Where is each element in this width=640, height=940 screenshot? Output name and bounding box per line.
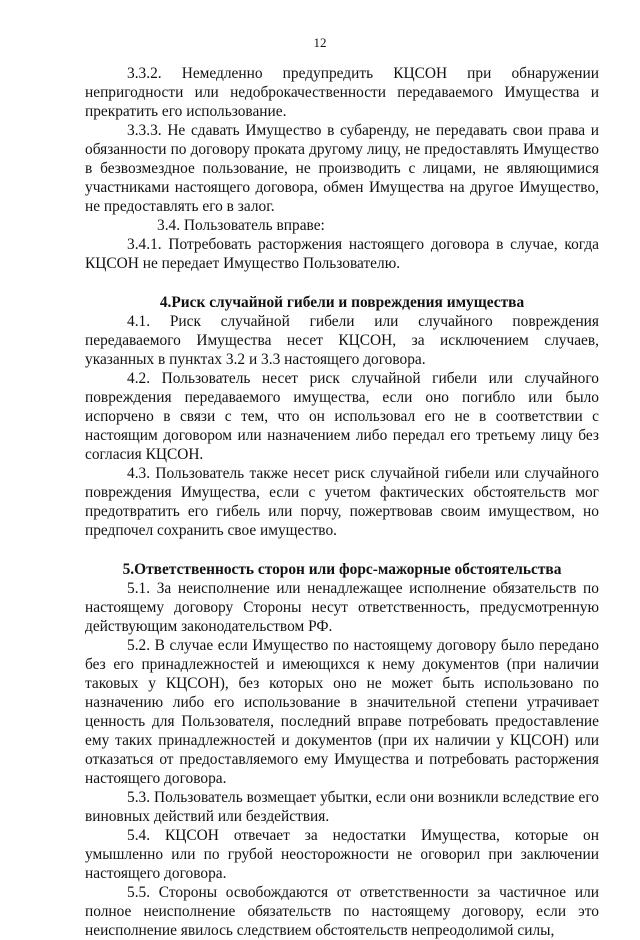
clause-5-3: 5.3. Пользователь возмещает убытки, если они возникли вследствие его виновных действий или бездействия.: [85, 789, 599, 825]
clause-5-1: 5.1. За неисполнение или ненадлежащее исполнение обязательств по настоящему договору Стороны несут ответственность, предусмотренную действующим законодательством РФ.: [85, 580, 599, 635]
clause-5-5: 5.5. Стороны освобождаются от ответственности за частичное или полное неисполнение обязательств по настоящему договору, если это неисполнение явилось следствием обстоятельств непреодолимой силы,: [85, 884, 599, 939]
page-number: 12: [313, 35, 327, 50]
clause-4-2: 4.2. Пользователь несет риск случайной гибели или случайного повреждения передаваемого имущества, если оно погибло или было испорчено в связи с тем, что он использовал его не в соответствии с настоящим договором или назначением либо передал его третьему лицу без согласия КЦСОН.: [85, 370, 599, 463]
clause-3-3-2: 3.3.2. Немедленно предупредить КЦСОН при обнаружении непригодности или недоброкачественности передаваемого Имущества и прекратить его использование.: [85, 65, 599, 120]
section-4-title: 4.Риск случайной гибели и повреждения имущества: [159, 294, 525, 311]
clause-3-3-3: 3.3.3. Не сдавать Имущество в субаренду, не передавать свои права и обязанности по договору проката другому лицу, не предоставлять Имущество в безвозмездное пользование, не производить с лицами, не являющимися участниками настоящего договора, обмен Имущества на другое Имущество, не предоставлять его в залог.: [85, 122, 599, 215]
section-5-title: 5.Ответственность сторон или форс-мажорные обстоятельства: [122, 561, 562, 578]
clause-3-4-1: 3.4.1. Потребовать расторжения настоящего договора в случае, когда КЦСОН не передает Имущество Пользователю.: [85, 236, 599, 272]
document-body: [85, 64, 599, 940]
clause-4-1: 4.1. Риск случайной гибели или случайного повреждения передаваемого Имущества несет КЦСОН, за исключением случаев, указанных в пунктах 3.2 и 3.3 настоящего договора.: [85, 313, 599, 368]
clause-5-4: 5.4. КЦСОН отвечает за недостатки Имущества, которые он умышленно или по грубой неосторожности не оговорил при заключении настоящего договора.: [85, 827, 599, 882]
clause-4-3: 4.3. Пользователь также несет риск случайной гибели или случайного повреждения Имущества, если с учетом фактических обстоятельств мог предотвратить его гибель или порчу, пожертвовав своим имуществом, но предпочел сохранить свое имущество.: [85, 465, 599, 539]
clause-3-4: 3.4. Пользователь вправе:: [157, 217, 325, 234]
clause-5-2: 5.2. В случае если Имущество по настоящему договору было передано без его принадлежностей и имеющихся к нему документов (при наличии таковых у КЦСОН), без которых оно не может быть использовано по назначению либо его использование в значительной степени утрачивает ценность для Пользователя, последний вправе потребовать предоставление ему таких принадлежностей и документов (при их наличии у КЦСОН) или отказаться от предоставляемого ему Имущества и потребовать расторжения настоящего договора.: [85, 637, 599, 787]
